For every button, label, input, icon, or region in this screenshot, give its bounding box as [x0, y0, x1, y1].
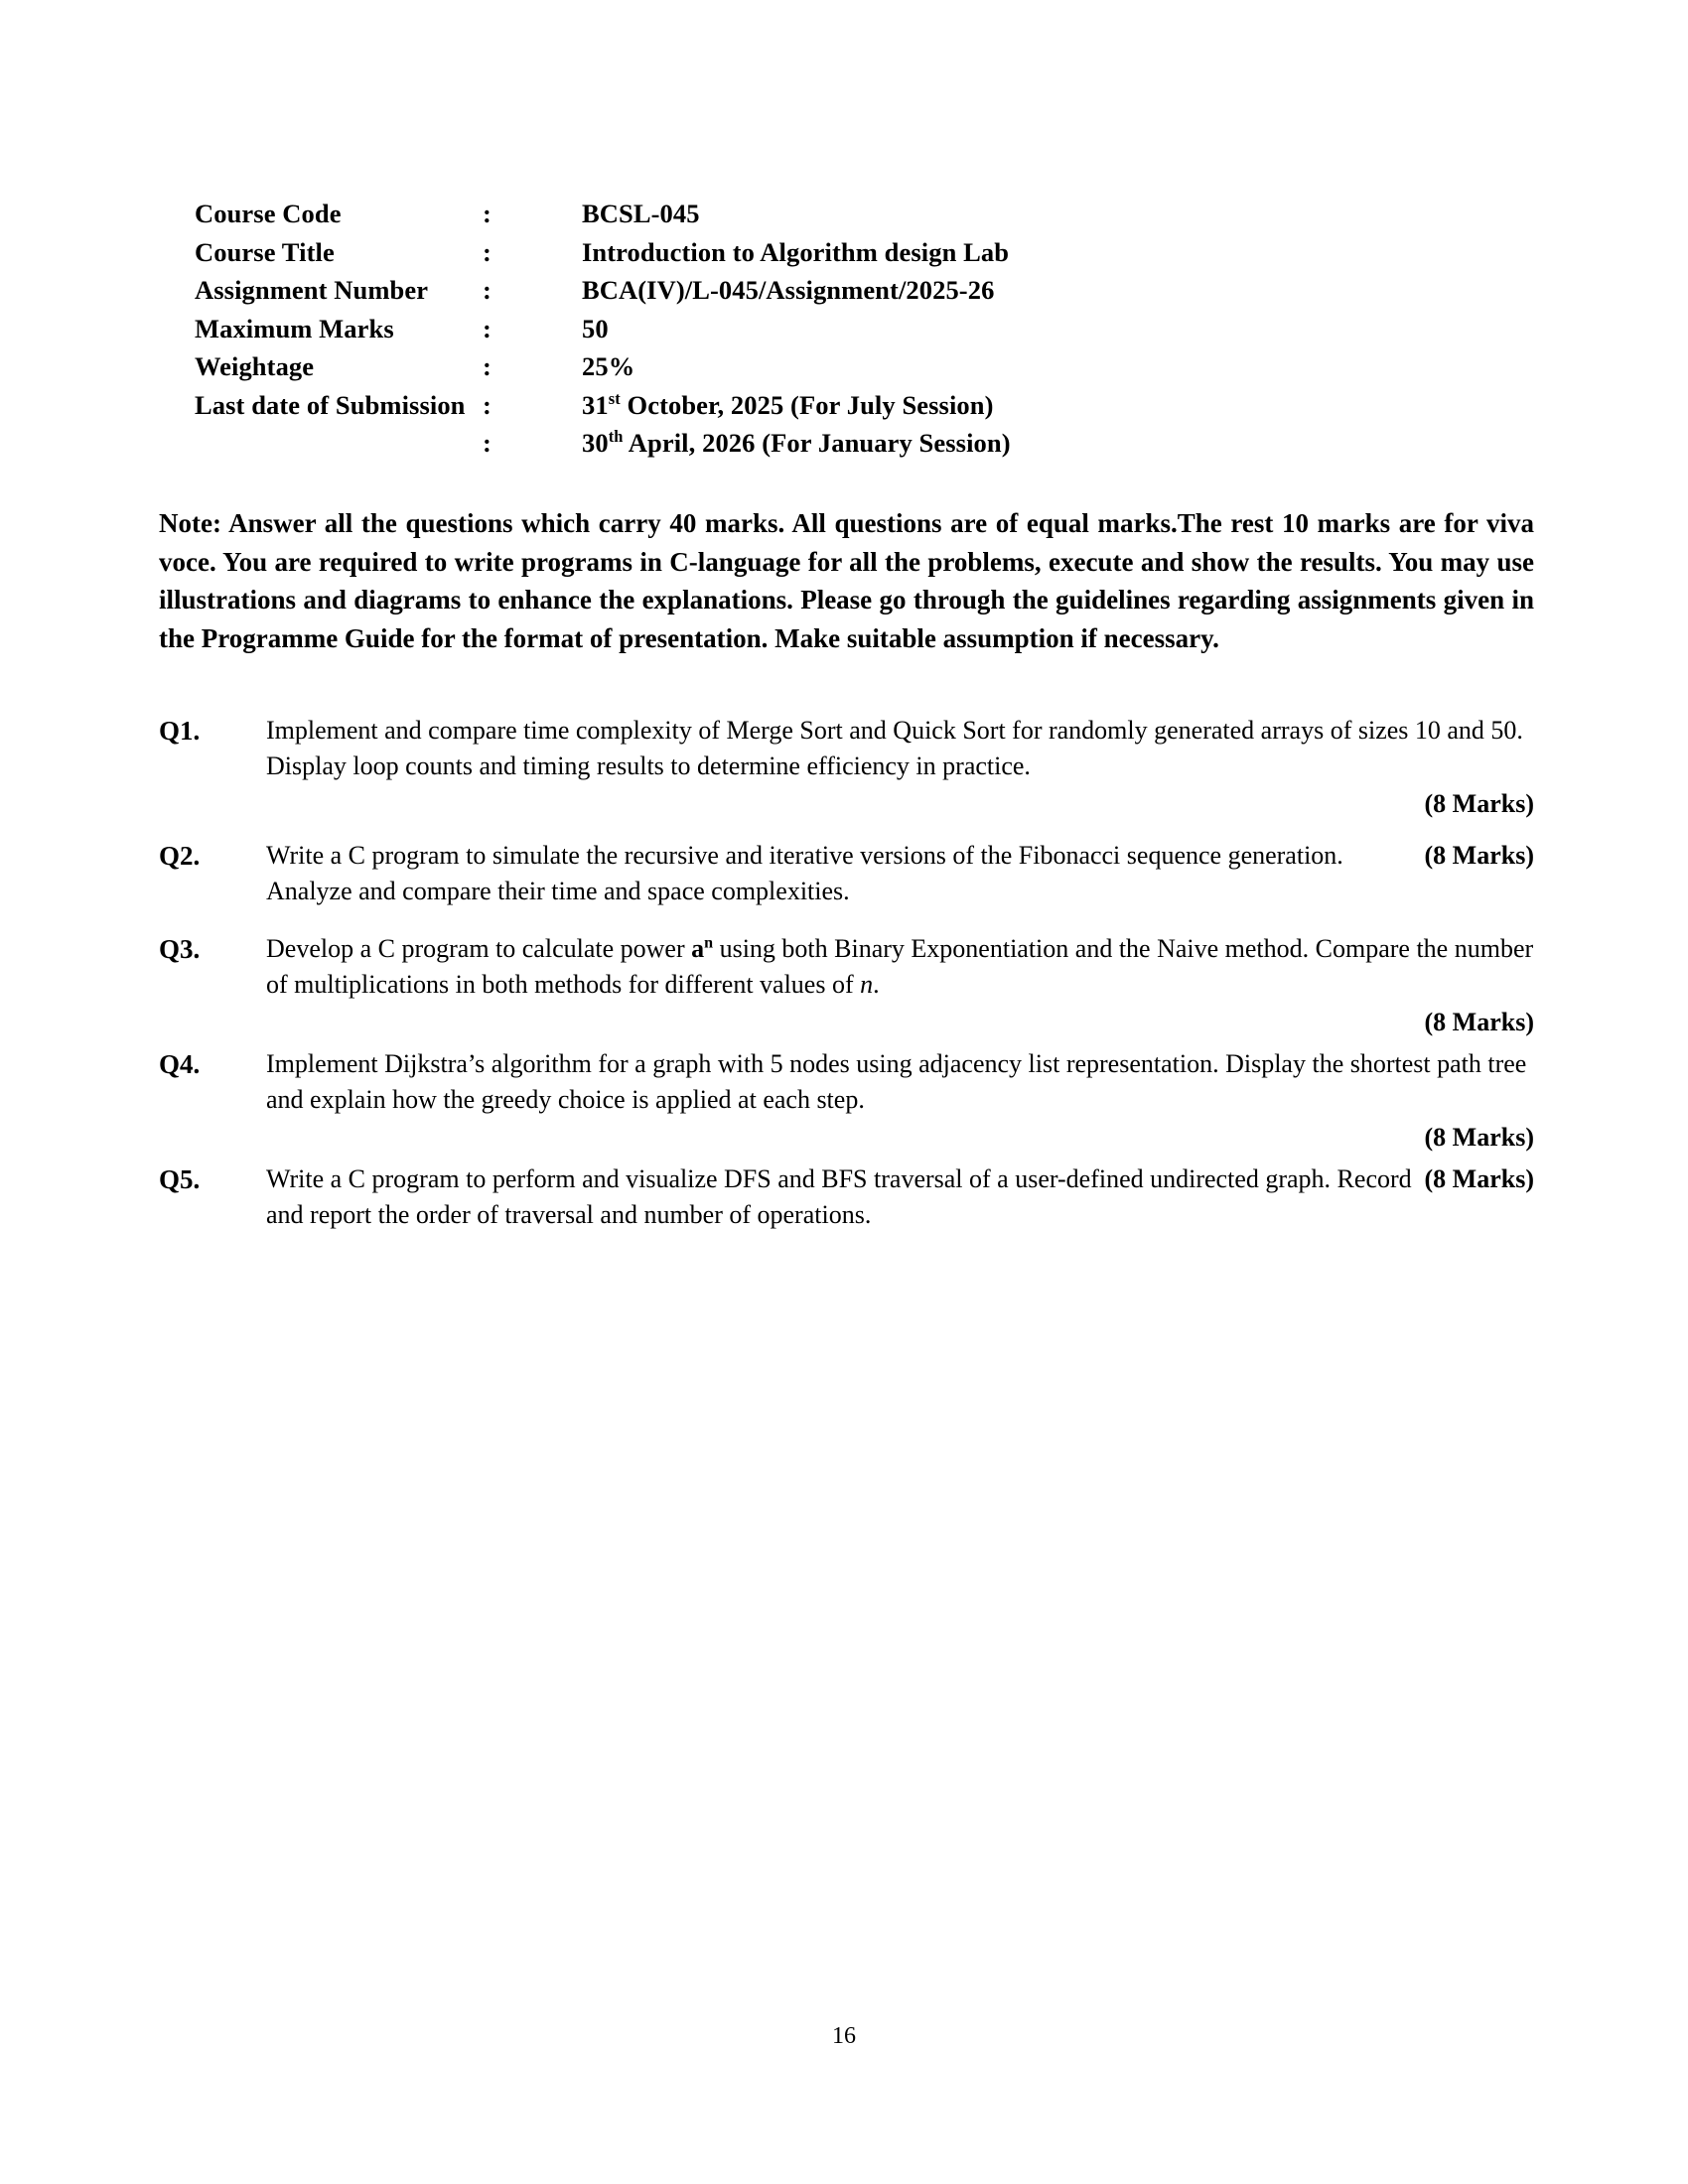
meta-label-course-title: Course Title — [195, 236, 335, 267]
questions-list — [159, 713, 1534, 1233]
meta-label-maximum-marks: Maximum Marks — [195, 313, 394, 343]
meta-row-weightage — [195, 347, 1366, 386]
question-body-1 — [266, 713, 1534, 822]
meta-value-submission-date-july — [582, 386, 1366, 425]
meta-row-maximum-marks — [195, 310, 1366, 348]
question-power-exponent-3: n — [704, 934, 714, 952]
question-text-3-part3: . — [873, 970, 880, 999]
meta-label-assignment-number: Assignment Number — [195, 275, 429, 305]
question-item-3 — [159, 931, 1534, 1040]
meta-colon-course-title: : — [483, 236, 492, 267]
question-text-2: Write a C program to simulate the recursive and iterative versions of the Fibonacci sequence generation. Analyze and compare their time and space complexities. — [266, 841, 1343, 905]
meta-label-last-date-submission: Last date of Submission — [195, 389, 466, 420]
meta-row-submission-date-january — [195, 424, 1366, 463]
submission-ordinal-july: st — [608, 388, 621, 408]
question-body-3 — [266, 931, 1534, 1040]
page-number: 16 — [832, 2023, 856, 2049]
meta-value-course-title: Introduction to Algorithm design Lab — [582, 236, 1010, 267]
meta-colon-course-code: : — [483, 199, 492, 228]
question-number-3: Q3. — [159, 934, 201, 964]
meta-row-course-title — [195, 233, 1366, 272]
question-body-2 — [266, 838, 1534, 909]
question-item-4 — [159, 1046, 1534, 1156]
question-marks-5: (8 Marks) — [1424, 1164, 1534, 1193]
question-marks-2: (8 Marks) — [1424, 841, 1534, 870]
submission-rest-january: April, 2026 (For January Session) — [623, 428, 1011, 458]
question-item-5 — [159, 1161, 1534, 1233]
meta-label-weightage: Weightage — [195, 351, 315, 381]
meta-value-maximum-marks: 50 — [582, 313, 609, 343]
meta-label-course-code: Course Code — [195, 199, 342, 228]
meta-value-weightage: 25% — [582, 351, 635, 381]
question-text-3-part1: Develop a C program to calculate power — [266, 934, 692, 963]
question-item-1 — [159, 713, 1534, 822]
meta-row-assignment-number — [195, 271, 1366, 310]
question-text-3-part2: using both Binary Exponentiation and the Naive method. Compare the number of multiplications in both methods for different values of — [266, 934, 1534, 999]
meta-colon-weightage: : — [483, 351, 492, 381]
submission-rest-july: October, 2025 (For July Session) — [620, 389, 994, 420]
submission-day-july: 31 — [582, 389, 609, 420]
question-text-1: Implement and compare time complexity of Merge Sort and Quick Sort for randomly generated arrays of sizes 10 and 50. Display loop counts and timing results to determine efficiency in practice. — [266, 716, 1523, 780]
question-number-2: Q2. — [159, 841, 201, 871]
question-body-4 — [266, 1046, 1534, 1156]
meta-value-course-code: BCSL-045 — [582, 199, 700, 228]
question-number-4: Q4. — [159, 1049, 201, 1079]
question-item-2 — [159, 838, 1534, 909]
question-body-5 — [266, 1161, 1534, 1233]
question-marks-1: (8 Marks) — [1424, 789, 1534, 818]
question-marks-4: (8 Marks) — [1424, 1123, 1534, 1152]
meta-colon-submission-january: : — [483, 428, 492, 458]
meta-colon-maximum-marks: : — [483, 313, 492, 343]
question-text-4: Implement Dijkstra’s algorithm for a graph with 5 nodes using adjacency list representation. Display the shortest path tree and explain how the greedy choice is applied at each step. — [266, 1049, 1527, 1114]
submission-ordinal-january: th — [608, 427, 624, 447]
question-number-5: Q5. — [159, 1164, 201, 1194]
meta-row-last-date-submission — [195, 386, 1366, 425]
meta-colon-assignment-number: : — [483, 275, 492, 305]
question-variable-n-3: n — [860, 970, 874, 999]
meta-row-course-code — [195, 195, 1366, 233]
question-text-5: Write a C program to perform and visualize DFS and BFS traversal of a user-defined undirected graph. Record and report the order of traversal and number of operations. — [266, 1164, 1412, 1229]
meta-value-assignment-number: BCA(IV)/L-045/Assignment/2025-26 — [582, 275, 995, 305]
meta-value-submission-date-january — [582, 424, 1366, 463]
submission-day-january: 30 — [582, 428, 609, 458]
question-number-1: Q1. — [159, 716, 201, 746]
meta-colon-last-date-submission: : — [483, 389, 492, 420]
note-paragraph: Note: Answer all the questions which carry 40 marks. All questions are of equal marks.The rest 10 marks are for viva voce. You are required to write programs in C-language for all the problems, execute and show the results. You may use illustrations and diagrams to enhance the explanations. Please go through the guidelines regarding assignments given in the Programme Guide for the format of presentation. Make suitable assumption if necessary. — [159, 508, 1534, 653]
course-info-block — [195, 195, 1366, 463]
question-power-base-3: a — [691, 934, 705, 963]
question-marks-3: (8 Marks) — [1424, 1008, 1534, 1036]
